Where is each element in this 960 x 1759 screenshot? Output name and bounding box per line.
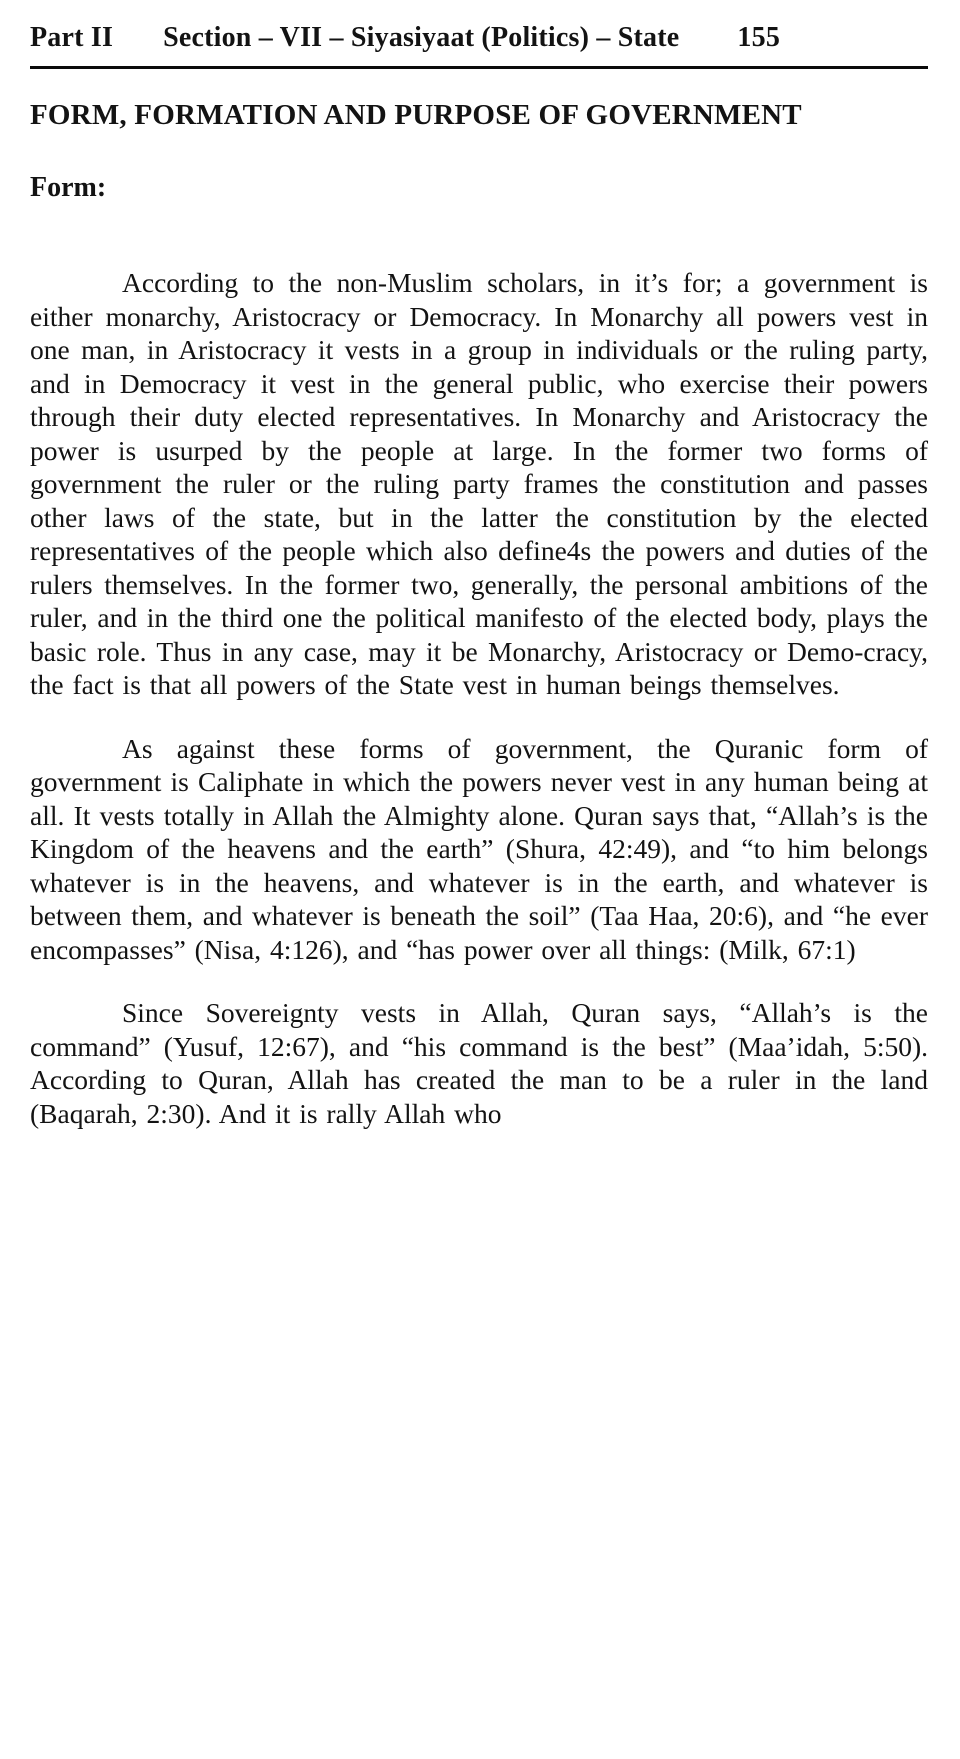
page-number: 155 <box>737 22 781 53</box>
body-text <box>30 266 928 1130</box>
chapter-title: FORM, FORMATION AND PURPOSE OF GOVERNMENT <box>30 99 802 131</box>
header-section-label: Section – VII – Siyasiyaat (Politics) – State <box>163 22 680 53</box>
header-part-label: Part II <box>30 22 114 53</box>
section-subheading: Form: <box>30 172 107 203</box>
paragraph-2: As against these forms of government, the Quranic form of government is Caliphate in which the powers never vest in any human being at all. It vests totally in Allah the Almighty alone. Quran says that, “Allah’s is the Kingdom of the heavens and the earth” (Shura, 42:49), and “to him belongs whatever is in the heavens, and whatever is in the earth, and whatever is between them, and whatever is beneath the soil” (Taa Haa, 20:6), and “he ever encompasses” (Nisa, 4:126), and “has power over all things: (Milk, 67:1) <box>30 732 928 965</box>
page-header <box>30 22 928 69</box>
paragraph-1: According to the non-Muslim scholars, in it’s for; a government is either monarchy, Aristocracy or Democracy. In Monarchy all powers vest in one man, in Aristocracy it vests in a group in individuals or the ruling party, and in Democracy it vest in the general public, who exercise their powers through their duty elected representatives. In Monarchy and Aristocracy the power is usurped by the people at large. In the former two forms of government the ruler or the ruling party frames the constitution and passes other laws of the state, but in the latter the constitution by the elected representatives of the people which also define4s the powers and duties of the rulers themselves. In the former two, generally, the personal ambitions of the ruler, and in the third one the political manifesto of the elected body, plays the basic role. Thus in any case, may it be Monarchy, Aristocracy or Demo-cracy, the fact is that all powers of the State vest in human beings themselves. <box>30 267 928 700</box>
paragraph-3: Since Sovereignty vests in Allah, Quran says, “Allah’s is the command” (Yusuf, 12:67), and “his command is the best” (Maa’idah, 5:50). According to Quran, Allah has created the man to be a ruler in the land (Baqarah, 2:30). And it is rally Allah who <box>30 997 928 1129</box>
